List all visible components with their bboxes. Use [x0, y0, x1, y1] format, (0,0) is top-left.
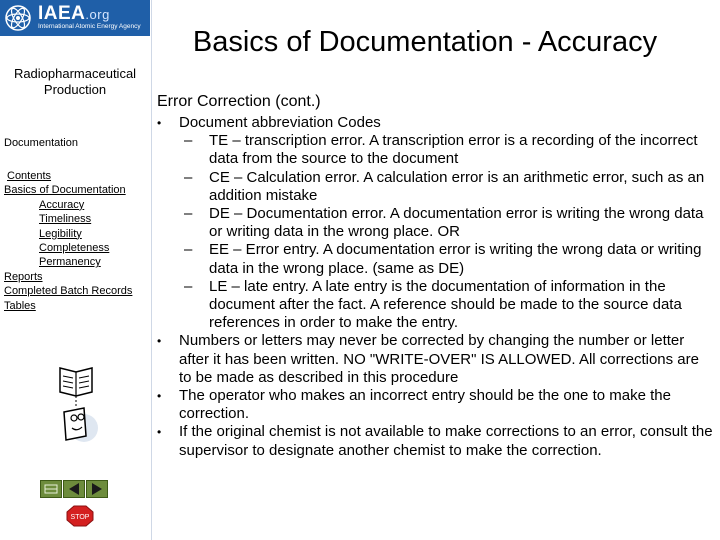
previous-button[interactable] [63, 480, 85, 498]
nav-link-legibility[interactable]: Legibility [39, 227, 82, 240]
bullet-text: Document abbreviation Codes [179, 114, 381, 131]
page-subtitle: Error Correction (cont.) [157, 93, 321, 110]
stop-button[interactable] [66, 505, 94, 527]
bullet-item [157, 114, 713, 132]
dash-marker: – [184, 132, 193, 150]
sub-bullet-text: EE – Error entry. A documentation error is writing the wrong data or writing data in the wrong place. (same as DE) [209, 241, 702, 277]
nav-link-timeliness[interactable]: Timeliness [39, 213, 92, 226]
bullet-marker: • [157, 425, 162, 440]
dash-marker: – [184, 205, 193, 223]
sub-bullet-text: DE – Documentation error. A documentation error is writing the wrong data or writing data in the wrong place. OR [209, 205, 704, 241]
sub-bullet-item [157, 278, 713, 333]
arrow-left-icon [64, 481, 84, 497]
bullet-marker: • [157, 389, 162, 404]
logo-org-text: .org [85, 7, 110, 22]
nav-link-accuracy[interactable]: Accuracy [39, 198, 85, 211]
sidebar-title-line-2: Production [43, 82, 107, 97]
section-label: Documentation [4, 137, 78, 149]
home-icon [41, 481, 61, 497]
nav-link-permanency[interactable]: Permanency [39, 256, 101, 269]
sidebar-title-line-1: Radiopharmaceutical [13, 66, 137, 81]
bullet-item [157, 387, 713, 423]
dash-marker: – [184, 241, 193, 259]
home-button[interactable] [40, 480, 62, 498]
sidebar-nav [4, 169, 132, 313]
sidebar-title [0, 66, 150, 98]
sidebar [0, 0, 150, 540]
next-button[interactable] [86, 480, 108, 498]
slide-content [157, 114, 713, 460]
sub-bullet-item [157, 169, 713, 205]
sub-bullet-item [157, 205, 713, 241]
navigation-buttons [40, 480, 109, 498]
iaea-emblem-icon [4, 4, 32, 32]
nav-link-basics-of-documentation[interactable]: Basics of Documentation [4, 184, 126, 197]
sub-bullet-text: TE – transcription error. A transcription error is a recording of the incorrect data from the source to the document [209, 132, 698, 168]
bullet-text: The operator who makes an incorrect entry should be the one to make the correction. [179, 387, 671, 423]
sub-bullet-item [157, 241, 713, 277]
bullet-text: Numbers or letters may never be corrected by changing the number or letter after it has been written. NO "WRITE-OVER" IS ALLOWED. All corrections are to be made as described in this procedure [179, 332, 699, 386]
bullet-item [157, 423, 713, 459]
bullet-item [157, 332, 713, 387]
stop-label: STOP [70, 514, 90, 521]
iaea-logo[interactable] [0, 0, 150, 36]
book-and-person-clipart-icon [54, 362, 98, 444]
nav-link-contents[interactable]: Contents [7, 170, 52, 182]
page-title: Basics of Documentation - Accuracy [192, 26, 658, 58]
nav-link-completeness[interactable]: Completeness [39, 242, 110, 255]
logo-subtitle: International Atomic Energy Agency [38, 23, 141, 30]
sidebar-divider [151, 0, 152, 540]
bullet-text: If the original chemist is not available to make corrections to an error, consult the supervisor to designate another chemist to make the correction. [179, 423, 713, 459]
logo-name-text: IAEA [38, 3, 86, 24]
logo-wordmark [38, 3, 110, 25]
sub-bullet-item [157, 132, 713, 168]
nav-link-completed-batch-records[interactable]: Completed Batch Records [4, 285, 133, 298]
nav-link-reports[interactable]: Reports [4, 270, 43, 283]
sub-bullet-text: LE – late entry. A late entry is the documentation of information in the document after the fact. A reference should be made to the source data references in order to make the entry. [209, 277, 682, 332]
arrow-right-icon [87, 481, 107, 497]
dash-marker: – [184, 277, 193, 295]
dash-marker: – [184, 168, 193, 186]
bullet-marker: • [157, 334, 162, 349]
bullet-marker: • [157, 116, 162, 130]
sub-bullet-text: CE – Calculation error. A calculation error is an arithmetic error, such as an addition mistake [209, 168, 705, 204]
nav-link-tables[interactable]: Tables [4, 299, 36, 312]
